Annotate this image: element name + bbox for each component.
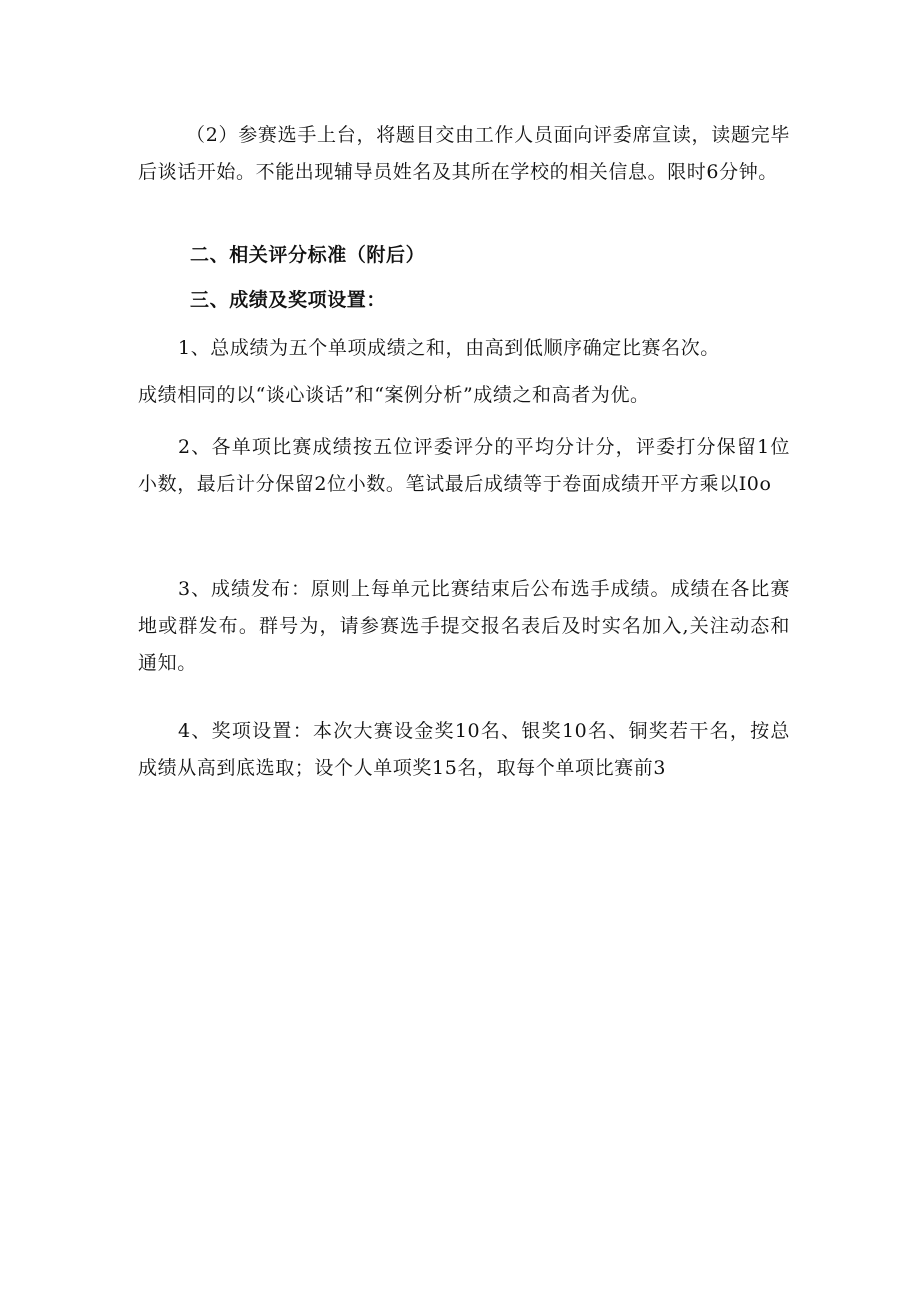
section-heading-scoring: 二、相关评分标准（附后） [190, 244, 426, 266]
paragraph-item-2: 2、各单项比赛成绩按五位评委评分的平均分计分，评委打分保留1位小数，最后计分保留2位小数。笔试最后成绩等于卷面成绩开平方乘以I0o [138, 436, 790, 495]
section-heading-awards: 三、成绩及奖项设置： [190, 289, 387, 311]
paragraph-item-1-continued: 成绩相同的以“谈心谈话”和“案例分析”成绩之和高者为优。 [138, 384, 650, 406]
paragraph-item-4: 4、奖项设置：本次大赛设金奖10名、银奖10名、铜奖若干名，按总成绩从高到底选取；设个人单项奖15名，取每个单项比赛前3 [138, 720, 790, 779]
paragraph-step-2: （2）参赛选手上台，将题目交由工作人员面向评委席宣读，读题完毕后谈话开始。不能出现辅导员姓名及其所在学校的相关信息。限时6分钟。 [138, 124, 790, 183]
paragraph-item-3: 3、成绩发布：原则上每单元比赛结束后公布选手成绩。成绩在各比赛地或群发布。群号为，请参赛选手提交报名表后及时实名加入,关注动态和通知。 [138, 578, 790, 674]
paragraph-item-1: 1、总成绩为五个单项成绩之和，由高到低顺序确定比赛名次。 [178, 337, 720, 359]
